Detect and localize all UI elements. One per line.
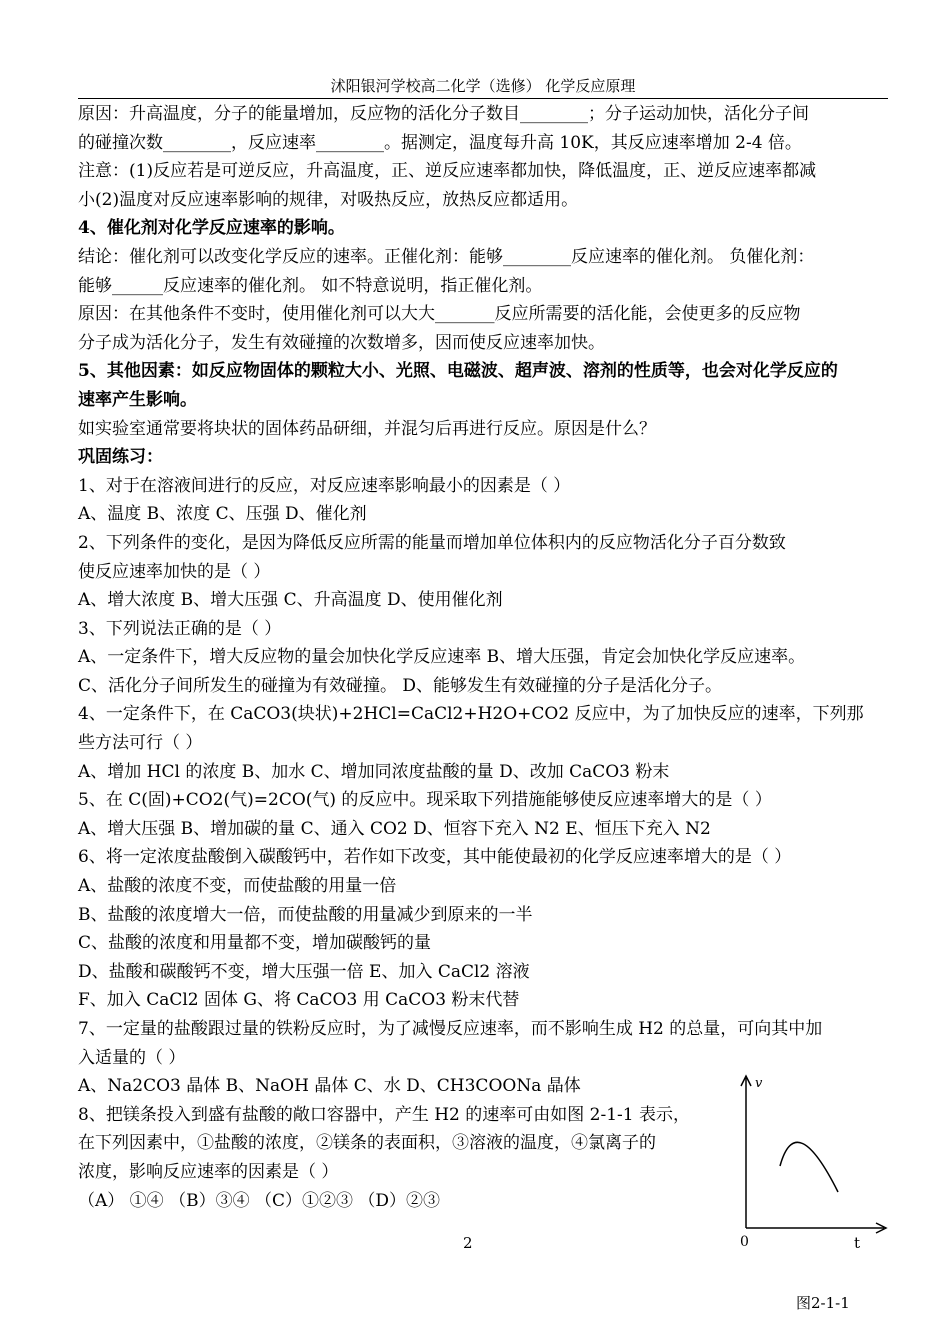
- text-line: 能够______反应速率的催化剂。 如不特意说明，指正催化剂。: [78, 275, 543, 296]
- question-line: 5、在 C(固)+CO2(气)=2CO(气) 的反应中。现采取下列措施能够使反应速率增大的是（ ）: [78, 790, 772, 811]
- question-line: 些方法可行（ ）: [78, 733, 203, 754]
- option-line: D、盐酸和碳酸钙不变，增大压强一倍 E、加入 CaCl2 溶液: [78, 961, 530, 982]
- option-line: A、增大浓度 B、增大压强 C、升高温度 D、使用催化剂: [78, 590, 503, 611]
- option-line: A、盐酸的浓度不变，而使盐酸的用量一倍: [78, 876, 397, 897]
- document-body: [78, 100, 876, 1215]
- text-line: 小(2)温度对反应速率影响的规律，对吸热反应，放热反应都适用。: [78, 189, 579, 210]
- text-line: 原因：在其他条件不变时，使用催化剂可以大大_______反应所需要的活化能，会使更多的反应物: [78, 304, 801, 325]
- option-line: F、加入 CaCl2 固体 G、将 CaCO3 用 CaCO3 粉末代替: [78, 990, 520, 1011]
- question-line: 7、一定量的盐酸跟过量的铁粉反应时，为了减慢反应速率，而不影响生成 H2 的总量，可向其中加: [78, 1019, 823, 1039]
- question-line: 6、将一定浓度盐酸倒入碳酸钙中，若作如下改变，其中能使最初的化学反应速率增大的是（ ）: [78, 847, 792, 868]
- section-heading: 巩固练习：: [78, 447, 163, 468]
- figure-caption: 图2-1-1: [796, 1294, 850, 1312]
- question-line: 入适量的（ ）: [78, 1047, 186, 1068]
- text-line: 的碰撞次数________，反应速率________。据测定，温度每升高 10K，其反应速率增加 2-4 倍。: [78, 132, 802, 153]
- text-line: 注意：(1)反应若是可逆反应，升高温度，正、逆反应速率都加快，降低温度，正、逆反应速率都减: [78, 161, 817, 182]
- rate-curve: [780, 1142, 838, 1192]
- page-header: 沭阳银河学校高二化学（选修） 化学反应原理: [78, 76, 888, 99]
- question-line: 2、下列条件的变化，是因为降低反应所需的能量而增加单位体积内的反应物活化分子百分数致: [78, 532, 786, 553]
- option-line: A、Na2CO3 晶体 B、NaOH 晶体 C、水 D、CH3COONa 晶体: [78, 1076, 581, 1097]
- option-line: B、盐酸的浓度增大一倍，而使盐酸的用量减少到原来的一半: [78, 904, 533, 925]
- question-line: 3、下列说法正确的是（ ）: [78, 618, 282, 639]
- rate-time-figure: [730, 1070, 890, 1320]
- text-line: 原因：升高温度，分子的能量增加，反应物的活化分子数目________；分子运动加快，活化分子间: [78, 104, 809, 124]
- page-number: 2: [463, 1234, 473, 1252]
- option-line: C、活化分子间所发生的碰撞为有效碰撞。 D、能够发生有效碰撞的分子是活化分子。: [78, 675, 723, 696]
- option-line: C、盐酸的浓度和用量都不变，增加碳酸钙的量: [78, 933, 432, 954]
- option-line: A、温度 B、浓度 C、压强 D、催化剂: [78, 504, 367, 525]
- section-heading: 4、催化剂对化学反应速率的影响。: [78, 218, 345, 239]
- text-line: 结论：催化剂可以改变化学反应的速率。正催化剂：能够________反应速率的催化剂。 负催化剂：: [78, 246, 815, 267]
- question-line: 1、对于在溶液间进行的反应，对反应速率影响最小的因素是（ ）: [78, 475, 571, 496]
- text-line: 分子成为活化分子，发生有效碰撞的次数增多，因而使反应速率加快。: [78, 332, 605, 353]
- text-line: 如实验室通常要将块状的固体药品研细，并混匀后再进行反应。原因是什么？: [78, 418, 656, 439]
- origin-label: 0: [740, 1234, 749, 1250]
- rate-time-graph: [730, 1070, 890, 1290]
- question-line: 浓度，影响反应速率的因素是（ ）: [78, 1161, 339, 1182]
- option-line: A、增加 HCl 的浓度 B、加水 C、增加同浓度盐酸的量 D、改加 CaCO3 粉末: [78, 761, 670, 782]
- question-line: 在下列因素中，①盐酸的浓度，②镁条的表面积，③溶液的温度，④氯离子的: [78, 1133, 656, 1154]
- option-line: （A） ①④ （B）③④ （C）①②③ （D）②③: [78, 1190, 441, 1211]
- option-line: A、一定条件下，增大反应物的量会加快化学反应速率 B、增大压强，肯定会加快化学反应速率。: [78, 647, 806, 668]
- question-line: 使反应速率加快的是（ ）: [78, 561, 271, 582]
- question-line: 4、一定条件下，在 CaCO3(块状)+2HCl=CaCl2+H2O+CO2 反应中，为了加快反应的速率，下列那: [78, 704, 864, 725]
- y-axis-label: v: [755, 1076, 763, 1091]
- section-heading: 速率产生影响。: [78, 389, 197, 410]
- x-axis-label: t: [854, 1234, 861, 1252]
- section-heading: 5、其他因素：如反应物固体的颗粒大小、光照、电磁波、超声波、溶剂的性质等，也会对化学反应的: [78, 361, 838, 382]
- option-line: A、增大压强 B、增加碳的量 C、通入 CO2 D、恒容下充入 N2 E、恒压下充入 N2: [78, 818, 711, 839]
- question-line: 8、把镁条投入到盛有盐酸的敞口容器中，产生 H2 的速率可由如图 2-1-1 表示，: [78, 1104, 691, 1125]
